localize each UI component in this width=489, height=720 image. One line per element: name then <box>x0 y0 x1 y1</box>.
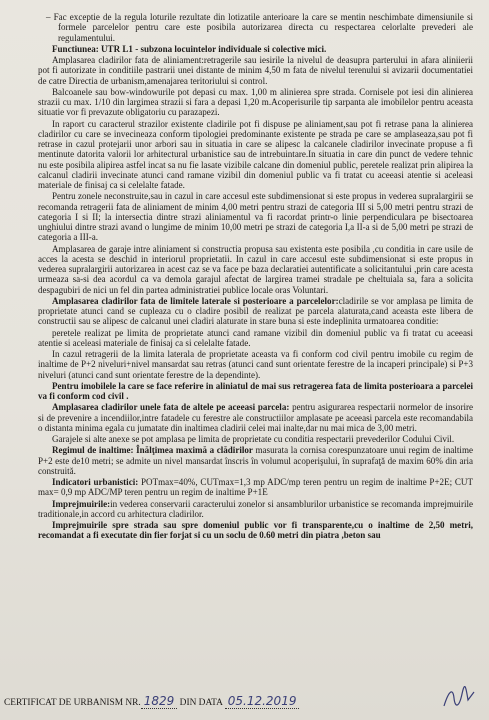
paragraph: Imprejmuirile:in vederea conservarii caracterului zonelor si ansamblurilor urbanistice se recomanda imprejmuirile traditionale,in accord cu arhitectura cladirilor. <box>38 498 473 519</box>
paragraph: In cazul retragerii de la limita laterala de proprietate aceasta va fi conform cod civil pentru imobile cu regim de inaltime de P+2 niveluri+nivel mansardat sau retras (atunci cand sunt orientate ferestre de la incaperi principale) si P+3 niveluri (atunci cand sunt orientate ferestre de la dependinte). <box>38 349 473 380</box>
paragraph: Amplasarea cladirilor fata de limitele laterale si posterioare a parcelelor:cladirile se vor amplasa pe limita de proprietate atunci cand se cupleaza cu o cladire posibil de realizat pe parcela alaturata,cand aceasta este libera de constructii sau se alipesc de calcanul unei cladiri alaturate in stare buna si este indeplinita urmatoarea conditie: <box>38 295 473 327</box>
certificate-number: 1829 <box>141 694 178 709</box>
paragraph: Pentru imobilele la care se face referire in aliniatul de mai sus retragerea fata de limita posterioara a parcelei va fi conform cod civil . <box>38 380 473 401</box>
paragraph: Imprejmuirile spre strada sau spre domeniul public vor fi transparente,cu o inaltime de 2,50 metri, recomandat a fi executate din fier forjat si cu un soclu de 0.60 metri din piatra ,beton sau <box>38 520 473 541</box>
certificate-footer <box>4 694 475 708</box>
document-body <box>38 12 473 541</box>
paragraph: In raport cu caracterul strazilor existente cladirile pot fi dispuse pe aliniament,sau pot fi retrase pana la alinierea cladirilor cu care se invecineaza conform tipologiei predominante existente pe strada pe care se amplaseaza,sau pot fi retrase in cazul protejarii unor arbori sau in situatia in care se alipesc la calcanele cladirilor invecinate propuse a fi mentinute datorita valorii lor arhitectural urbanistice sau de intrebuintare.In situatia in care din punct de vedere tehnic nu este posibila alipirea astfel incat sa nu fie lasate vizibile calcane din domeniul public, peretele realizat prin alipirea la calcanul cladirii invecinate atunci cand ramane vizibil din domeniul public va fi tratat cu aceeasi atentie si aceleasi materiale de finisaj ca si celelalte fatade. <box>38 118 473 190</box>
date-label: DIN DATA <box>179 698 223 708</box>
paragraph: – Fac exceptie de la regula loturile rezultate din lotizatile anterioare la care se mentin neschimbate dimensiunile si formele parcelelor pentru care este posibila autorizarea directa cu respectarea celorlalte prevederi ale regulamentului. <box>46 12 473 43</box>
paragraph: Amplasarea cladirilor unele fata de altele pe aceeasi parcela: pentru asigurarea respectarii normelor de insorire si de prevenire a incendiilor,intre fatadele cu ferestre ale constructiilor amplasate pe aceeasi parcela este recomandabila o distanta minima egala cu jumatate din inaltimea cladirii celei mai inalte,dar nu mai mica de 3,00 metri. <box>38 402 474 433</box>
paragraph: Pentru zonele neconstruite,sau in cazul in care accesul este subdimensionat si este propus in vederea supralargirii se recomanda retragerii fata de aliniament de minim 4,00 metri pentru strazi de categoria III si 5,00 metri pentru strazi de categoria I si II; la intersectia dintre strazi aliniamentul va fi racordat printr-o linie perpendiculara pe bisectoarea unghiului dintre strazi avand o lungime de minim 10,00 metri pe strazi de categoria I,a II-a si de 5,00 metri pe strazi de categoria a III-a. <box>38 191 473 243</box>
paragraph: Amplasarea de garaje intre aliniament si constructia propusa sau existenta este posibila ,cu conditia in care usile de acces la acesta se deschid in interiorul proprietatii. In cazul in care accesul este subdimensionat si este propus in vederea supralargirii autorizarea in acest caz se va face pe baza declaratiei autentificate a solicitantului ,prin care acesta urmeaza sa-si dea acordul ca va demola garajul afectat de largirea tramei stradale pe cheltuiala sa, fara a solicita despagubiri de nici un fel din partea administratiei publice locale oras Voluntari. <box>38 243 473 295</box>
certificate-date: 05.12.2019 <box>225 694 300 709</box>
paragraph: Garajele si alte anexe se pot amplasa pe limita de proprietate cu conditia respectarii prevederilor Codului Civil. <box>52 434 455 444</box>
paragraph: Functiunea: UTR L1 - subzona locuintelor individuale si colective mici. <box>52 43 327 54</box>
handwritten-signature-icon <box>441 684 477 712</box>
paragraph: Balcoanele sau bow-windowurile pot depasi cu max. 1,00 m alinierea spre strada. Cornisele pot iesi din alinierea strazii cu max. 1/10 din largimea strazii si fara a depasi 1,20 m.Acoperisurile tip sarpanta ale imobilelor pentru aceasta situatie vor fi prevazute obligatoriu cu parazapezi. <box>38 86 473 118</box>
paragraph: peretele realizat pe limita de proprietate atunci cand ramane vizibil din domeniul public va fi tratat cu aceeasi atentie si aceleasi materiale de finisaj ca si celelalte fatade. <box>38 327 473 348</box>
paragraph: Amplasarea cladirilor fata de aliniament:retragerile sau iesirile la nivelul de deasupra parterului in afara aliniierii pot fi autorizate in conditiile pastrarii unei distante de minim 4,50 m fata de nivelul terenului si avizarii documentatiei de catre Directia de urbanism,amenajarea teritoriului si control. <box>38 55 473 86</box>
paragraph: Indicatori urbanistici: POTmax=40%, CUTmax=1,3 mp ADC/mp teren pentru un regim de inaltime P+2E; CUT max= 0,9 mp ADC/MP teren pentru un regim de inaltime P+1E <box>38 477 473 498</box>
certificate-label: CERTIFICAT DE URBANISM NR. <box>4 698 141 708</box>
paragraph: Regimul de inaltime: Înălţimea maximă a clădirilor masurata la cornisa corespunzatoare unui regim de inaltime P+2 este de10 metri; se admite un nivel mansardat înscris în volumul acoperişului, în suprafaţă de maxim 60% din aria construită. <box>38 445 473 476</box>
